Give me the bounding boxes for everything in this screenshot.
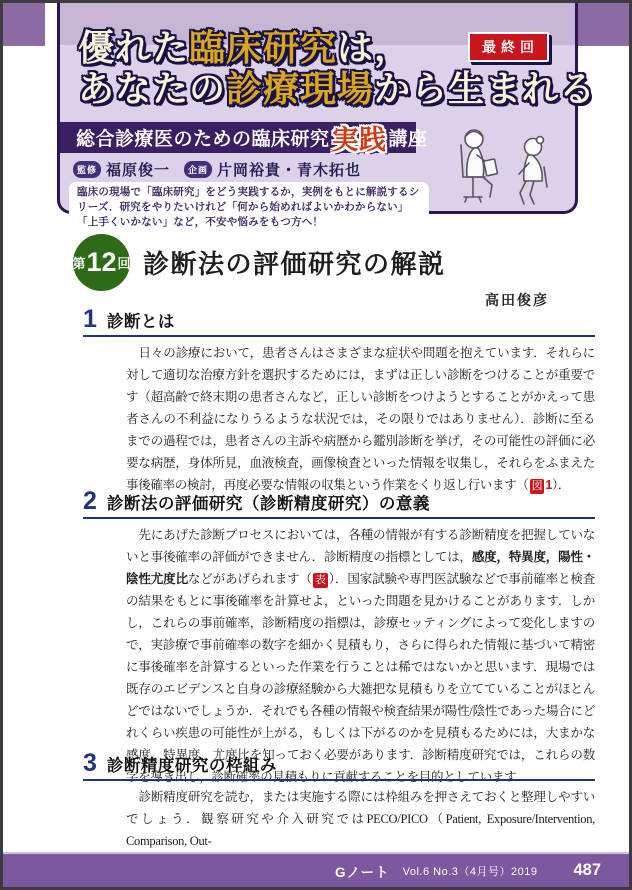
credit-role-badge: 監修 — [73, 161, 101, 178]
section-number: 2 — [83, 487, 97, 515]
doctor-patient-illustration — [420, 117, 570, 209]
section-number: 3 — [83, 749, 97, 777]
section-heading: 診断精度研究の枠組み — [106, 757, 277, 775]
section-heading-row — [83, 489, 595, 519]
section-heading-row — [83, 307, 595, 337]
section-2 — [83, 489, 595, 788]
article-title-row — [73, 234, 446, 291]
issue-info: Vol.6 No.3（4月号）2019 — [402, 865, 538, 878]
top-accent-band — [578, 3, 629, 46]
journal-name: Gノート — [335, 864, 390, 880]
page-number: 487 — [573, 861, 601, 879]
article-title: 診断法の評価研究の解説 — [143, 249, 446, 279]
author-name: 高田俊彦 — [485, 294, 549, 309]
credit-item — [73, 159, 170, 180]
series-subtitle-band: 総合診療医のための臨床研究 実践 講座 — [60, 122, 416, 153]
credit-names: 福原俊一 — [106, 163, 171, 179]
series-main-title-line2: あなたの診療現場から生まれる — [78, 68, 597, 109]
section-1 — [83, 307, 595, 496]
series-description: 臨床の現場で「臨床研究」をどう実践するか，実例をもとに解説するシリーズ．研究をやりたいけれど「何から始めればよいかわからない」「上手くいかない」など，不安や悩みをもつ方へ！ — [77, 186, 420, 229]
final-episode-badge: 最終回 — [468, 32, 549, 62]
footer-bar — [3, 852, 629, 887]
series-header-box — [57, 3, 597, 229]
body-paragraph: 先にあげた診断プロセスにおいては，各種の情報が有する診断精度を把握していないと事後確率の評価ができません．診断精度の指標としては，感度，特異度，陽性・陰性尤度比などがあげられます（ 表 ）．国家試験や専門医試験などで事前確率と検査の結果をもとに事後確率を計算せよ，といった問題を見かけることがあります．しかし，これらの事前確率，診断精度の指標は，診療セッティングによって変化しますので，実診療で事前確率の数字を細かく見積もり，さらに得られた情報に基づいて精密に事後確率を計算するといった作業を行うことは稀ではないかと思います．現場では既存のエビデンスと自身の診療経験から大雑把な見積もりを立てていることがほとんどではないでしょうか．それでも各種の情報や検査結果が陽性/陰性であった場合にどれくらい疾患の可能性が上がる，もしくは下がるのかを見積もるためには，大まかな感度，特異度，尤度比を知っておく必要があります．診断精度研究では，これらの数字を導き出し，診断確率の見積もりに貢献することを目的としています． — [126, 528, 595, 784]
corner-accent-tab — [3, 3, 45, 46]
episode-prefix: 第 — [72, 256, 86, 271]
episode-badge — [73, 234, 130, 291]
page-background — [3, 3, 629, 887]
body-paragraph: 日々の診療において，患者さんはさまざまな症状や問題を抱えています．それらに対して適切な治療方針を選択するためには，まずは正しい診断をつけることが重要です（超高齢で終末期の患者さんなど，正しい診断をつけようとすることがかえって患者さんの不利益になりうるような状況では，その限りではありません）．診断に至るまでの過程では，患者さんの主訴や病歴から鑑別診断を挙げ，その可能性の評価に必要な病歴，身体所見，血液検査，画像検査といった情報を収集し，それらをふまえた事後確率の検討，再度必要な情報の収集という作業をくり返し行います（ 図 1）． — [126, 346, 595, 492]
series-description-box — [69, 182, 429, 235]
section-heading: 診断法の評価研究（診断精度研究）の意義 — [106, 495, 430, 513]
series-main-title-line1: 優れた臨床研究は， — [78, 27, 412, 68]
credit-role-badge: 企画 — [184, 161, 212, 178]
body-paragraph: 診断精度研究を読む，または実施する際には枠組みを押さえておくと整理しやすいでしょう．観察研究や介入研究ではPECO/PICO（Patient, Exposure/Intervention, Comparison, Out- — [126, 790, 595, 848]
section-heading: 診断とは — [106, 313, 175, 331]
episode-number: 12 — [86, 247, 117, 277]
section-3 — [83, 751, 595, 852]
section-number: 1 — [83, 305, 97, 333]
credit-item — [184, 159, 361, 180]
section-heading-row — [83, 751, 595, 781]
episode-suffix: 回 — [117, 256, 131, 271]
credits-row — [73, 159, 361, 180]
credit-names: 片岡裕貴・青木拓也 — [217, 163, 362, 179]
